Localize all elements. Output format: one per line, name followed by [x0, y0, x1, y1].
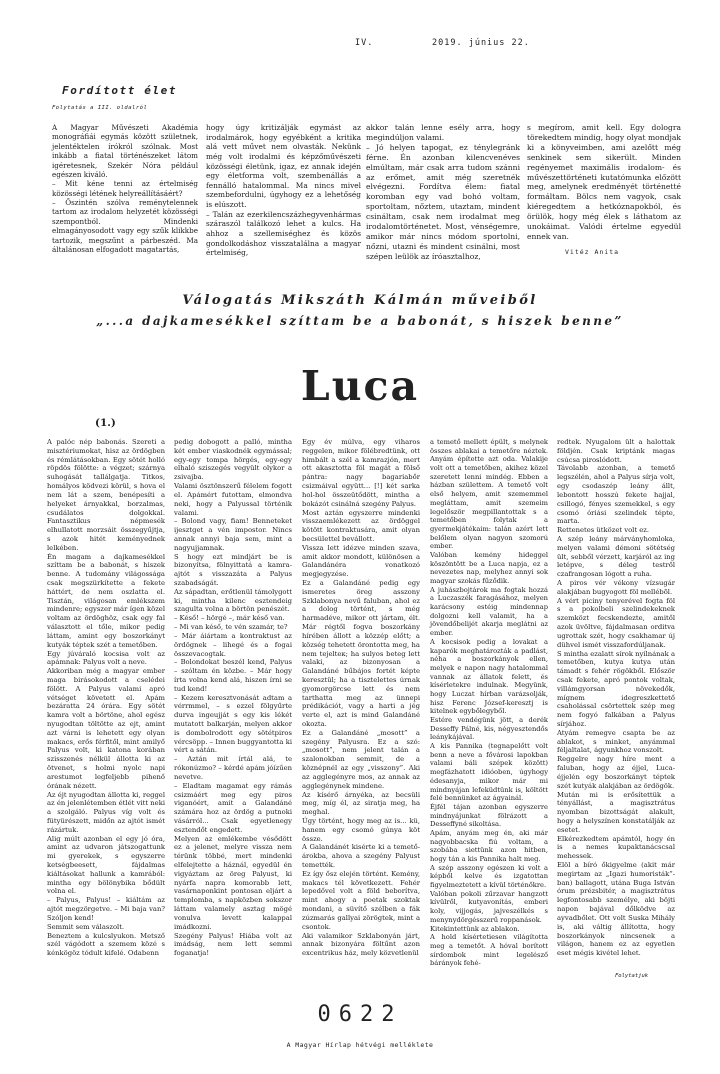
- story-column-5: [557, 438, 675, 958]
- interview-column-4: [527, 123, 681, 242]
- interview-column-3: [366, 123, 520, 262]
- interview-text: s megírom, amit kell. Egy dologra törekedtem mindig, hogy olyat mondjak ki a könyveimben, ami azelőtt még senkinek sem sikerült. Minden regényemet maximális irodalom- és művészettörténeti kutatómunka előzött meg, amelynek eredményét történetté formáltam. Bölcs nem vagyok, csak kiéregedtem a hetkóznapokból, és örülök, hogy még élek s láthatom az unokáimat. Valódi értelme egyedül ennek van.: [527, 123, 681, 241]
- interview-text: A Magyar Művészeti Akadémia monográfiái egymás között születnek, jelentéktelen írókról szólnak. Most inkább a fiatal történészeket látom igéretesnek, Szekér Nóra például egészen kiváló. – Mit kéne tenni az értelmiség közösségi létének helyreállításáért? – Őszintén szólva reménytelennek tartom az irodalom helyzetét közösségi szempontból. Mindenki elmagányosodott vagy egy szűk klikkbe tartozik, megszűnt a párbeszéd. Ma általánosan elfogadott magatartás,: [52, 123, 198, 254]
- page-number: 0622: [317, 1002, 403, 1027]
- author-signature: Vitéz Anita: [565, 248, 620, 256]
- story-text: A palóc nép babonás. Szereti a misztériumokat, hisz az ördögben és rémlátásokban. Egy sötét holló röpdös fölötte: a végzet; szárnya suhogását tallálgatja. Titkos, homályos ködvezi körül, s hova el nem lát a szem, benépesíti a helyeket árnyakkal, borzalmas, csudálatos dolgokkal. Fantasztikus népmesék elhullatott morzsáit összegyűjtja, s azok hitét keményednek lelkében. Én magam a dajkamesékkel szíttam be a babonát, s hiszek benne. A tudomány világossága csak megszürkítette a fekete háttért, de nem oszlatta el. Tisztán, világosan emlékszem mindenre; egyszer már ígen közel voltam az ördöghöz, csak egy fal választott el tőle, mikor pedig láttam, amint egy boszorkányt kutyák téptek szét a temetőben. Egy júváraló kocsisa volt az apámnak: Palyus volt a neve. Akkoriban még a magyar ember maga birásokodott a cselédei fölött. A Palyus valami apró vétséget követett el. Apám bezáratta 24 órára. Egy sötét kamra volt a börtöne, ahol egész nyugodtan töltötte az ejt, amint azt várni is lehetett egy olyan makacs, erős férfitől, mint amilyő Palyus volt, ki katona korában szisszenés nélkül állotta ki az ötvenet, s holmi nyolc napi arestumot legfeljebb pihenő órának nézett. Az éjt nyugodtan állotta ki, reggel az én jelenlétemben étlét vitt neki a szolgáló. Palyus víg volt és fütyürészett, midőn az ajtót ismét rázártuk. Alig múlt azonban el egy jó óra, amint az udvaron játszogattunk mi gyerekek, s egyszerre ketségbeesett, fájdalmas kiáltásokat hallunk a kamrából: mintha egy bölönybika bődült volna el. – Palyus, Palyus! – kiáltám az ajtót megzörgetve. – Mi baja van? Szóljon kend! Semmit sem válaszolt. Beneztem a kulcslyukon. Metsző szél vágódott a szemem közé s kénkögöz tódult kifelé. Odabenn: [47, 438, 165, 958]
- interview-text: akkor talán lenne esély arra, hogy megindúljon valami. – Jó helyen tapogat, ez ténylegránk férne. Én azonban kilencvenéves elmúltam, már csak arra tudom szánni az erőmet, amit még szeretnék elvégezni. Fordítva élem: fiatal koromban egy vad bohó voltam, sportoltam, nőztem, utaztam, mindent csináltam, csak nem irodalmat meg irodalomtörténetet. Most, vénségemre, amikor már nincs módom sportolni, nőzni, utazni és mindent csinálni, most szépen leülök az íróasztalhoz,: [366, 123, 520, 261]
- story-text: Egy év múlva, egy viharos reggelen, mikor fölébredtünk, ott himbált a szél a kamrazjón, mert ott akasztotta föl magát a fölső pántra: nagy bagariabőr csizmáival együtt... [!] két sarka hol-hol összeütődött, mintha a bokázót csinálná szegény Palyus. Most aztán egyszerre mindenki visszaemlékezett az ördöggel kötött kontraktusára, amit olyan becsülettel bevállott. Vissza lett idézve minden szava, amit akkor mondott, különösen a Galandánéra vonatkozó megjegyzése. Ez a Galandáné pedig egy ismeretes öreg asszony Szklabonya nevű faluban, ahol ez a dolog történt, s még harmadéve, mikor ott jártam, élt. Már régtől fogva boszorkány hírében állott a közzép előtt; a község tehetett örontotta meg, ha nem tejelteк; ha sulyos beteg lett valaki, az bizonyosan a Galandáné bűbájos fortét képte keresztül; ha a tisztelettes úrnak gyomorgörcse lett és nem tarthatta meg az ünnepi prédikációt, vagy a harti a jég verte el, azt is mind Galandáné okozta. Ez a Galandáné „mosott” a szegény Palyusra. Ez a szó: „mosott”, nem jelent talán a szalonokban semmit, de a köznépnél az egy „visszony”. Aki az agglegényre mos, az annak az agglegénynek mindenе. Az kísérő árnyéka, az becsüli meg, míg él, az siratja meg, ha meghal. Úgy történt, hogy meg az is... kü, hanem egy csomó gúnya köt össze. A Galandánét kisérte ki a temető-árokba, ahova a szegény Palyust temették. Ez így ősz elején történt. Kemény, makacs tél következett. Fehér lepedővel volt a föld beborítva, mint ahogy a poetak szoktak mondani, a süvítő szélben a fák zúzmarás gallyai zörögtek, mint a csontok. Aki valamikor Szklabonyán járt, annak bizonyára föltűnt azon excentrikus ház, mely közvetlenül: [302, 438, 420, 958]
- feature-heading: Válogatás Mikszáth Kálmán műveiből: [182, 293, 538, 308]
- section-title: Fordított élet: [62, 84, 178, 97]
- issue-number: IV.: [355, 38, 374, 48]
- chapter-number: (1.): [95, 417, 116, 429]
- continued-note: Folytatjuk: [615, 973, 649, 979]
- story-column-2: [174, 438, 292, 958]
- interview-column-2: [206, 123, 361, 258]
- story-text: redtek. Nyugalom ült a halottak földjén. Csak kriptánk magas csúcsa piroslódott. Távolabb azonban, a temető legszélén, ahol a Palyus sírja volt, egy csodaszép leány állt, lebontott hosszú fekete hajjal, csillogó, fényes szemekkel, s egy csomó óriási szelindek tépte, marta. Rettenetes ütközet volt ez. A szép leány márványhomloka, melyen valami démoni sötétség ült, sebből vérzett, karjáról az ing letépve, s déleg testről czafrangosan lógott a ruha. A piros vér vékony vízsugár alakjában bugyogott föl mellébõl. A vért piciny tenyerével fogta föl s a pokolbeli szelindekeknek szemközt fecskendezte, amitől azok üvöltve, fájdalmasan orditva ugrottak szét, hogy csakhamar új dühvel ismét visszafordúljanak. S mintha ezalatt sírok nyílnának a temetőben, kutya kutya után támadt s fehér rögökből. Először csak fekete, apró pontok voltak, villámgyorsan növekedők, mígnem idegreszkettető csaholással csörtettek szép meg nem fogyó falkában a Palyus sírjához. Atyám remegve csapta be az ablakot, s minket, anyámmal féljaltalat, ágyunkhoz vonszolt. Reggelre nagy híre ment a faluban, hogy az éjjel, Luca-éjjelén egy boszorkányt téptek szét kutyák alakjában az ördögök. Mután mi is erősítettük a tényállást, a magisztrátus nyomban bizottságát alakult, hogy a helyszínen konstatálják az esetet. Elkérezkedtem apámtól, hogy én is a nemes kupaktanácscsal mehessek. Elöl a bíró őkigyelme (akit már megirtam az „Igazi humoristák”-ban) ballagott, utána Buga István órum prézsbitér, a magisztrátus legfontosabb személye, aki böjti napon bajával dőlködve az ayvadbőlet. Ott volt Suska Mihály is, aki váltig állította, hogy boszorkányok ninсsenek a világon, hanem ez az egyetlen eset mégis kivétel lehet.: [557, 438, 675, 958]
- interview-column-1: [52, 123, 198, 254]
- issue-date: 2019. június 22.: [432, 38, 530, 48]
- story-text: a temető mellett épült, s melynek összes ablakai a temetőre néztek. Anyám építette azt oda. Valakije volt ott a temetőben, akihez közel szeretett lenni mindég. Ebben a házban születtem. A temető volt első helyem, amit szememmel megláttam, amit szemeim legelőször megpillantottak s a temetőben folytak a gyermekjátékaim: talán azért lett belőlem olyan nagyon szomorú ember. Valóban kemény hideggel köszöntött be a Luca napja, ez a nevezetes nap, melyhez annyi sok magyar szokás fűződik. A juhászbojtárok ma fogtak hozzá a Luczaszék faragásához, melyen karácsony estéig mindennap dolgozni kell valamit, ha a jövendőbelijét akarja meglátni az ember. A kocsisok pedig a lovakat a kaparók meghatározták a padlást, néha a boszorkányok ellen, melyek e napon nagy hatalommal vannak az állatok felett, és kísérletekre indulnak. Megyünk, hogy Luczat hírban varázsolják, hisz Ferenc József-keresztj is kitelnek egybőlegyből. Estére vendégünk jött, a derék Desseffy Pálné, kis, négyesztendős leánykájával. A kis Pannika (tegnapelőtt volt benn a neve a fővárosi lapokban valami báli szépek között) megfázhatott idióoben, úgyhogy édesanyja, mikor már mi mindnyájan lefeküdtünk is, költött felé bennünket az ágyainál. Éjfél tájan azonban egyszerre mindnyájunkat fölrázott a Desseffyné sikoltása. Apám, anyám meg én, aki már nagyobbacska fiú voltam, a szobába siettünk azon hitben, hogy tán a kis Pannika halt meg. A szép asszony egészen ki volt a képből kelve és izgatottan figyelmeztetett a kívül történőkre. Valóban pokoli zűrzavar hangzott kívülről, kutyavonítás, emberi koly, vijjogás, jajveszélkés s menynydörgésszerű roppanások. Kitekintettünk az ablakon. A hold kísértetiesen világította meg a temetőt. A hóval borított sírdombok mint legelésző bárányok fehé-: [430, 438, 548, 968]
- story-column-4: [430, 438, 548, 968]
- story-column-3: [302, 438, 420, 958]
- footer-text: A Magyar Hírlap hétvégi melléklete: [286, 1041, 434, 1049]
- story-title: Luca: [300, 362, 420, 410]
- feature-quote: „...a dajkamesékkel szíttam be a babonát, s hiszek benne”: [96, 314, 624, 328]
- interview-text: hogy úgy kritizálják egymást az irodalmárok, hogy egyébként a kritika alá vett művet nem olvasták. Nekünk még volt irodalmi és képzőművészeti közösségi életünk, igaz, ez annak idején egy életforma volt, szembenállás a fennálló hatalommal. Ma nincs mivel szembefordulni, úgyhogy ez a lehetőség is elúszott. – Talán az ezerkilencszázhegyvenhármas száraszól találkozó lehet a kulcs. Ha ahhoz a szellemiséghez és közös gondolkodáshoz visszatalálna a magyar értelmiség,: [206, 123, 361, 258]
- story-text: pedig dobogott a palló, mintha két ember viaskodnék egymással; egy-egy tompa hörgés, egy-egy elhaló sziszegés vegyült olykor a zsivajba. Valami ösztönszerű félelem fogott el. Apámért futottam, elmondva neki, hogy a Palyussal történik valami. – Bolond vagy, fiam! Benneteket ijesztget a vén impostor. Nincs annak annyi baja sem, mint a nagyujjamnak. S hogy ezt mindjárt be is bizonyítsa, fölnyittatá a kamra-ajtót s visszazáta a Palyus szabadságát. Az sápadtan, erőtlenül támolygott ki, mintha kilenc esztendeig szagulta volna a börtön penészét. – Késő! – hörgé –, már késő van. – Mi van késő, te vén szamár, te? – Már áiártam a kontraktust az ördögnek – lihegé és a fogai összevacogtak. – Bolondokat beszél kend, Palyus – szóltam én közbe. – Már hogy írta volna kend alá, hiszen írni se tud kend! – Kezem keresztvonását adtam a vérrmmel, – s ezzel fölgyűrte durva ingeujját s egy kis lékét mutatott balkarján, melyen akkor is dombolrodott egy sötétpiros vércsöpp. – Innen buggyantotta ki vért a sátán. – Aztán mit írtál alá, te rókonúzmo? – kérdé apám jóízűen nevetve. – Eladtam magamat egy rámás csizmáért meg egy piros viganóért, amit a Galandáné számára hoz az ördög a putnoki vásárról... Csak egyetlenegy esztendőt engedett. Melyen az emlékembe vésődött ez a jelenet, melyre vissza nem térünk többé, mert mindenki elfelejtette a háznál, egyedül én vigyáztam az öreg Palyust, ki nyárfa napra komorabb lett, vasárnaponkint pontosan eljárt a templomba, s napközben sokszor láttam valamely asztag mögé vonulva levett kalappal imádkozni. Szegény Palyus! Hiába volt az imádság, nem lett semmi foganatja!: [174, 438, 292, 958]
- story-column-1: [47, 438, 165, 958]
- section-subtitle: Folytatás a III. oldalról: [52, 105, 148, 111]
